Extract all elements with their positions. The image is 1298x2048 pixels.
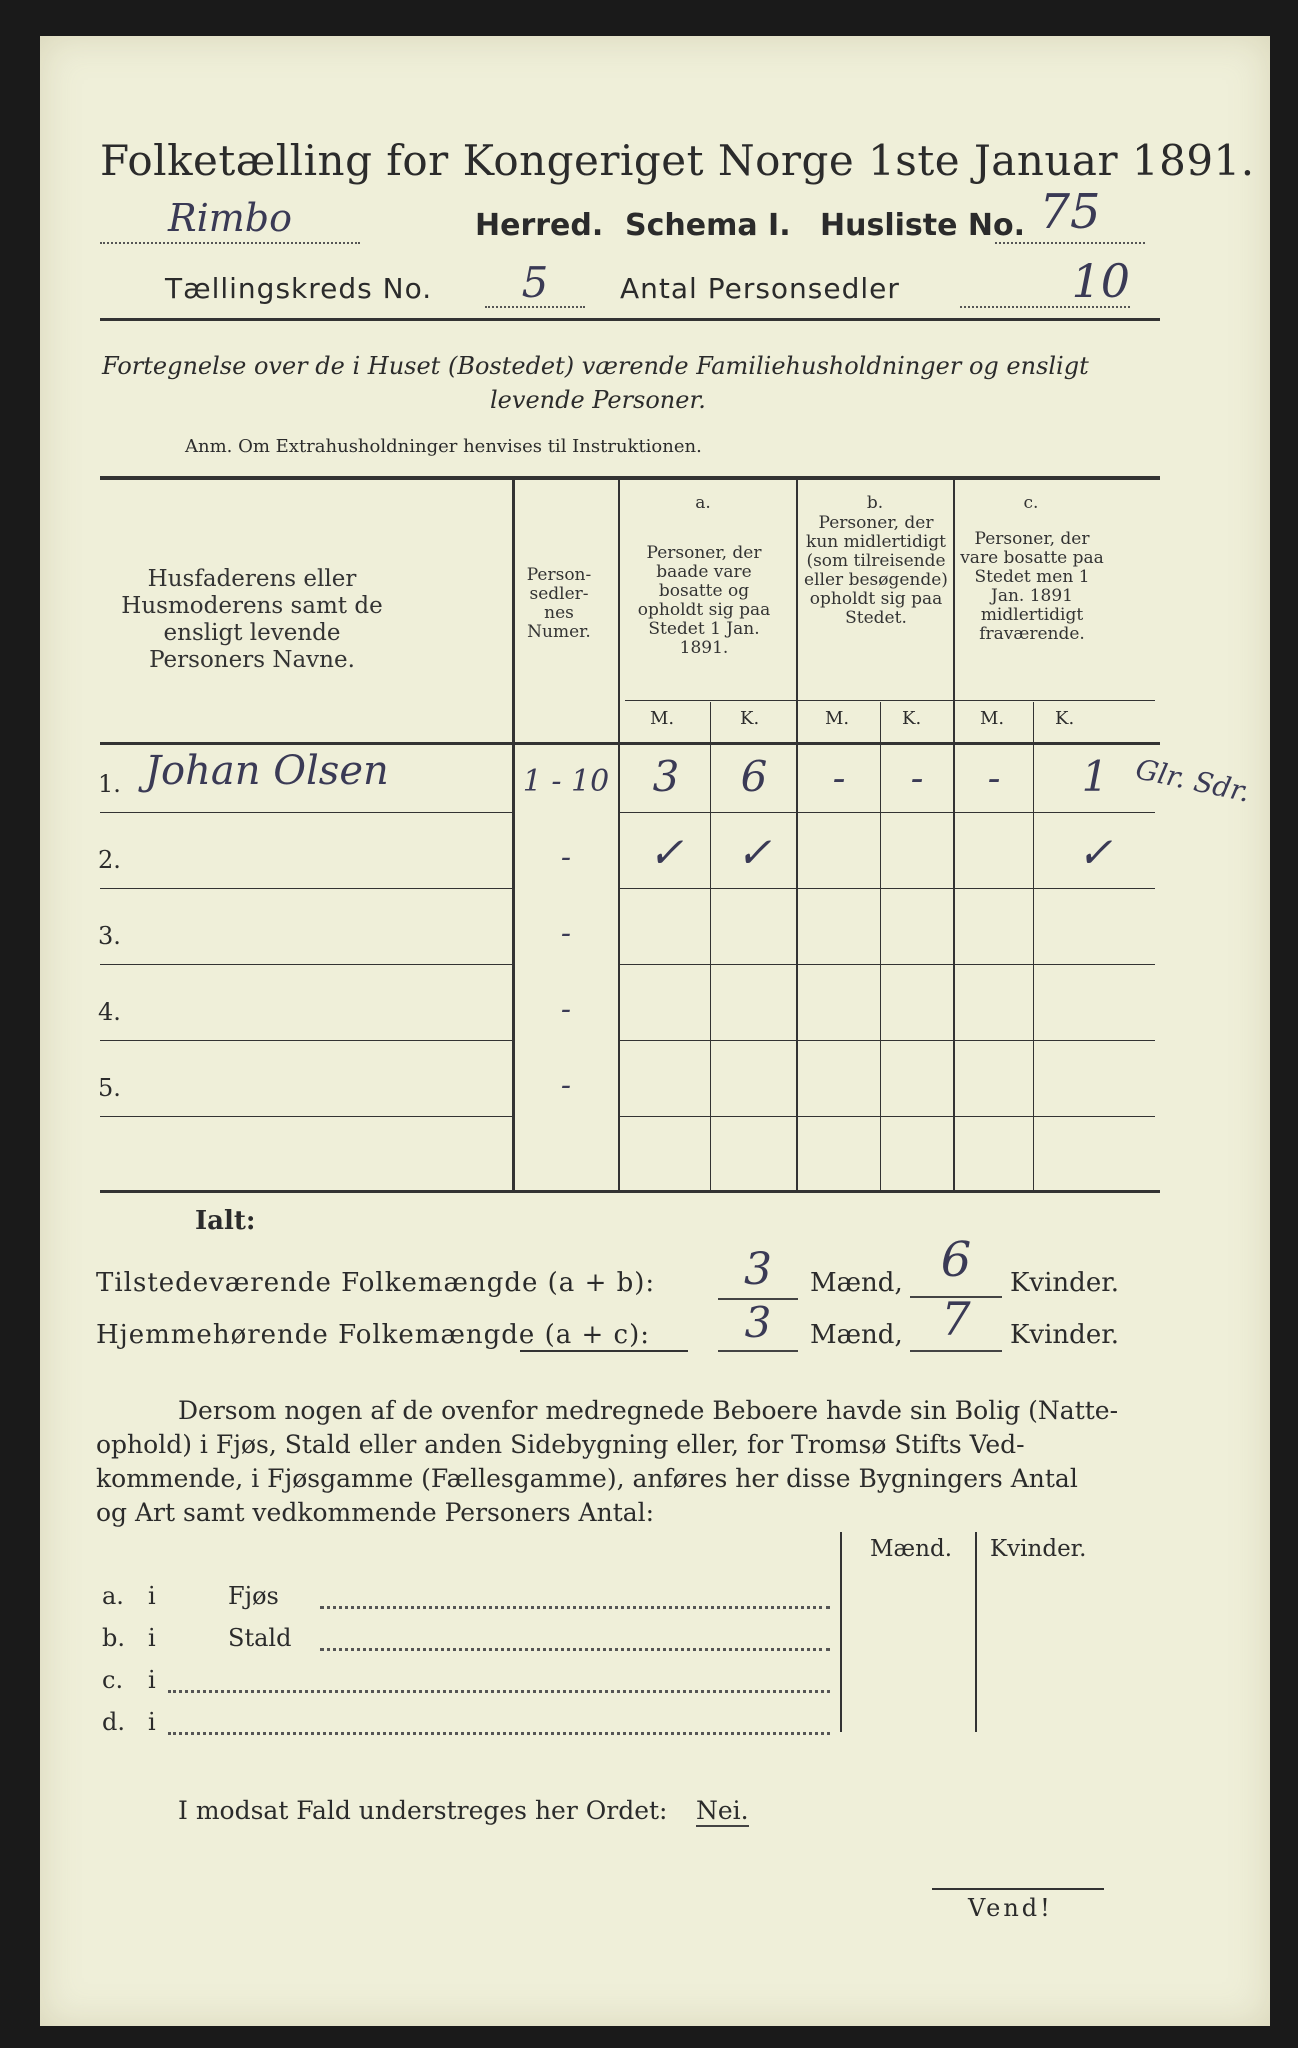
col-header-num: Person-sedler-nes Numer. [526, 565, 592, 642]
row-number: 2. [98, 846, 121, 874]
census-form [40, 36, 1270, 2026]
buildings-head-maend: Mænd. [870, 1536, 953, 1562]
row-b-m: - [832, 756, 846, 800]
row-rule [618, 1116, 1155, 1117]
building-type: Fjøs [228, 1582, 279, 1610]
title-rule [100, 318, 1160, 321]
col-header-a: Personer, der baade vare bosatte og opholdt sig paa Stedet 1 Jan. 1891. [637, 543, 771, 658]
row-b-k: - [910, 756, 924, 800]
building-i: i [148, 1582, 156, 1610]
row-rule [100, 1116, 514, 1117]
row-rule [618, 1040, 1155, 1041]
building-dotted-line [168, 1690, 830, 1693]
husliste-label: Husliste No. [820, 208, 1025, 243]
nei-word: Nei. [696, 1796, 749, 1825]
row-rule [618, 812, 1155, 813]
row-a-m: 3 [652, 752, 680, 801]
subtitle-line1: Fortegnelse over de i Huset (Bostedet) værende Familiehusholdninger og ensligt [102, 352, 1089, 380]
building-dotted-line [168, 1732, 830, 1735]
col-header-b: Personer, der kun midlertidigt (som tilreisende eller besøgende) opholdt sig paa Stedet. [804, 513, 948, 628]
husliste-value: 75 [995, 184, 1145, 244]
vline-3 [796, 480, 798, 1190]
col-b-letter: b. [866, 493, 884, 513]
row-c-k: ✓ [1077, 828, 1113, 877]
building-letter: b. [102, 1624, 125, 1652]
header-bottom-rule [100, 742, 1160, 745]
building-letter: d. [102, 1708, 125, 1736]
paragraph-line-1: Dersom nogen af de ovenfor medregnede Beboere havde sin Bolig (Natte- [178, 1396, 1119, 1425]
col-c-m: M. [980, 708, 1005, 729]
buildings-vline-2 [975, 1532, 977, 1732]
tilstede-maend-label: Mænd, [810, 1268, 903, 1298]
tilstede-kvinder-label: Kvinder. [1010, 1268, 1120, 1298]
ialt-label: Ialt: [195, 1206, 256, 1236]
table-top-rule [100, 476, 1160, 480]
col-c-k: K. [1055, 708, 1075, 729]
vline-1 [512, 480, 515, 1190]
col-a-m: M. [650, 708, 675, 729]
row-num: - [560, 840, 572, 875]
row-a-k: ✓ [736, 828, 772, 877]
kreds-value: 5 [485, 258, 585, 308]
row-a-k: 6 [740, 752, 768, 801]
anm-note: Anm. Om Extrahusholdninger henvises til Instruktionen. [185, 436, 702, 457]
building-dotted-line [320, 1648, 830, 1651]
paragraph-line-3: kommende, i Fjøsgamme (Fællesgamme), anføres her disse Bygningers Antal [96, 1464, 1078, 1493]
hjemme-label: Hjemmehørende Folkemængde (a + c): [96, 1320, 650, 1350]
tilstede-maend-value: 3 [718, 1244, 798, 1300]
hjemme-kvinder-label: Kvinder. [1010, 1320, 1120, 1350]
row-num: - [560, 1068, 572, 1103]
herred-label: Herred. [475, 208, 604, 243]
row-number: 1. [98, 770, 121, 798]
col-header-c: Personer, der vare bosatte paa Stedet men 1 Jan. 1891 midlertidigt fraværende. [960, 529, 1104, 644]
row-rule [100, 1040, 514, 1041]
building-dotted-line [320, 1606, 830, 1609]
col-header-name: Husfaderens eller Husmoderens samt de ensligt levende Personers Navne. [121, 566, 383, 673]
row-rule [100, 888, 514, 889]
row-name: Johan Olsen [145, 748, 389, 794]
table-bottom-rule [100, 1190, 1160, 1193]
building-i: i [148, 1708, 156, 1736]
building-type: Stald [228, 1624, 292, 1652]
row-num: 1 - 10 [522, 764, 610, 799]
subtitle-line2: levende Personer. [490, 386, 706, 414]
row-c-k: 1 [1081, 752, 1109, 801]
schema-label: Schema I. [625, 208, 791, 243]
row-number: 5. [98, 1074, 121, 1102]
vline-4 [953, 480, 955, 1190]
row-num: - [560, 992, 572, 1027]
col-c-letter: c. [1023, 493, 1039, 513]
row-number: 3. [98, 922, 121, 950]
row-rule [100, 964, 514, 965]
vline-2 [618, 480, 620, 1190]
mk-top-rule [625, 700, 1155, 701]
row-c-m: - [987, 756, 1001, 800]
margin-note: Glr. Sdr. [1132, 752, 1253, 809]
col-b-k: K. [902, 708, 922, 729]
buildings-head-kvinder: Kvinder. [990, 1536, 1087, 1562]
col-a-letter: a. [695, 493, 711, 513]
building-i: i [148, 1666, 156, 1694]
paragraph-line-2: ophold) i Fjøs, Stald eller anden Sidebygning eller, for Tromsø Stifts Ved- [96, 1430, 1025, 1459]
hjemme-kvinder-value: 7 [910, 1292, 1002, 1352]
tilstede-kvinder-value: 6 [910, 1232, 1002, 1298]
row-rule [100, 812, 514, 813]
hjemme-maend-label: Mænd, [810, 1320, 903, 1350]
col-b-m: M. [825, 708, 850, 729]
row-num: - [560, 916, 572, 951]
vend-rule [932, 1888, 1104, 1890]
tilstede-label: Tilstedeværende Folkemængde (a + b): [96, 1268, 656, 1298]
vend-label: Vend! [968, 1894, 1053, 1922]
section-divider [520, 1350, 688, 1352]
hjemme-maend-value: 3 [718, 1298, 798, 1352]
herred-value: Rimbo [100, 196, 360, 244]
building-i: i [148, 1624, 156, 1652]
modsat-text: I modsat Fald understreges her Ordet: [178, 1796, 668, 1825]
row-a-m: ✓ [648, 828, 684, 877]
row-number: 4. [98, 998, 121, 1026]
antal-value: 10 [960, 254, 1130, 308]
paragraph-line-4: og Art samt vedkommende Personers Antal: [96, 1498, 655, 1527]
row-rule [618, 888, 1155, 889]
kreds-label: Tællingskreds No. [165, 272, 433, 305]
form-title: Folketælling for Kongeriget Norge 1ste Januar 1891. [100, 136, 1255, 185]
row-rule [618, 964, 1155, 965]
building-letter: c. [102, 1666, 124, 1694]
antal-label: Antal Personsedler [620, 272, 900, 305]
buildings-vline-1 [840, 1532, 842, 1732]
building-letter: a. [102, 1582, 124, 1610]
col-a-k: K. [740, 708, 760, 729]
